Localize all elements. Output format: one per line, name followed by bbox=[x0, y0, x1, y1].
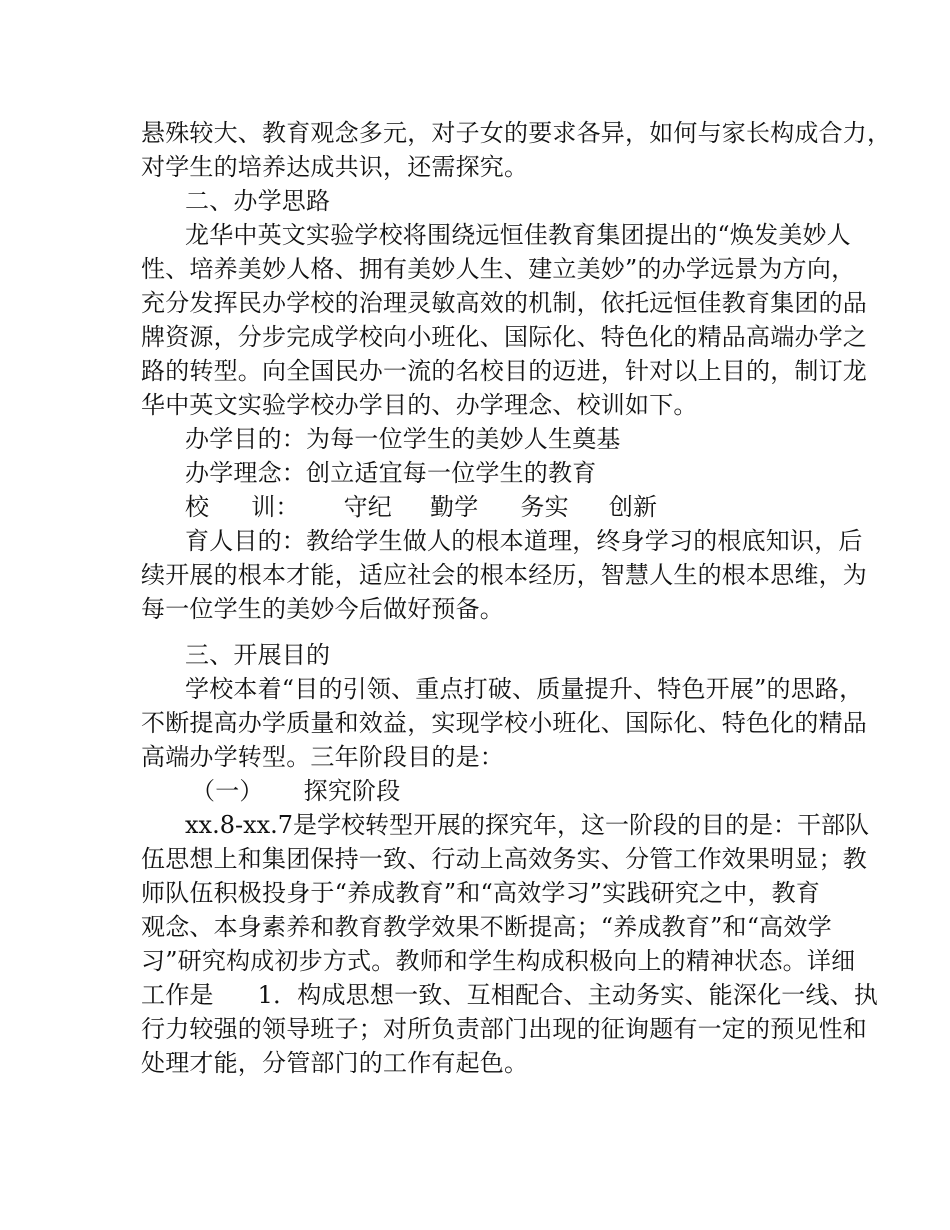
text-line: 处理才能，分管部门的工作有起色。 bbox=[141, 1049, 529, 1077]
text-line: 每一位学生的美妙今后做好预备。 bbox=[141, 595, 504, 623]
work-item: 1．构成思想一致、互相配合、主动务实、能深化一线、执 bbox=[257, 981, 879, 1009]
stage-number: （一） bbox=[191, 777, 264, 805]
text-line: 华中英文实验学校办学目的、办学理念、校训如下。 bbox=[141, 391, 698, 419]
motto-item: 勤学 bbox=[430, 493, 479, 521]
text-line: 不断提高办学质量和效益，实现学校小班化、国际化、特色化的精品 bbox=[141, 709, 867, 737]
text-line: 路的转型。向全国民办一流的名校目的迈进，针对以上目的，制订龙 bbox=[141, 357, 867, 385]
text-line: 续开展的根本才能，适应社会的根本经历，智慧人生的根本思维，为 bbox=[141, 561, 867, 589]
stage-title: 探究阶段 bbox=[303, 777, 401, 805]
text-line: 对学生的培养达成共识，还需探究。 bbox=[141, 153, 529, 181]
text-line: 行力较强的领导班子；对所负责部门出现的征询题有一定的预见性和 bbox=[141, 1015, 867, 1043]
text-line: 育人目的：教给学生做人的根本道理，终身学习的根底知识，后 bbox=[185, 527, 863, 555]
text-line: xx.8-xx.7是学校转型开展的探究年，这一阶段的目的是：干部队 bbox=[185, 811, 870, 839]
section-heading: 三、开展目的 bbox=[185, 641, 331, 669]
motto-item: 守纪 bbox=[343, 493, 393, 521]
motto-item: 务实 bbox=[520, 493, 569, 521]
stage-heading bbox=[191, 774, 400, 808]
text-line: 习”研究构成初步方式。教师和学生构成积极向上的精神状态。详细 bbox=[141, 947, 856, 975]
text-line: 高端办学转型。三年阶段目的是： bbox=[141, 743, 504, 771]
text-line: 性、培养美妙人格、拥有美妙人生、建立美妙”的办学远景为方向， bbox=[141, 255, 856, 283]
text-line: 学校本着“目的引领、重点打破、质量提升、特色开展”的思路， bbox=[185, 675, 864, 703]
school-philosophy: 办学理念：创立适宜每一位学生的教育 bbox=[185, 459, 597, 487]
motto-label-rest: 训： bbox=[251, 493, 300, 521]
text-line: 龙华中英文实验学校将围绕远恒佳教育集团提出的“焕发美妙人 bbox=[185, 221, 851, 249]
motto-item: 创新 bbox=[608, 493, 658, 521]
text-line: 牌资源，分步完成学校向小班化、国际化、特色化的精品高端办学之 bbox=[141, 323, 867, 351]
school-motto bbox=[185, 490, 657, 524]
motto-label-char: 校 bbox=[185, 493, 210, 521]
text-line: 伍思想上和集团保持一致、行动上高效务实、分管工作效果明显；教 bbox=[141, 845, 867, 873]
work-line bbox=[141, 978, 878, 1012]
section-heading: 二、办学思路 bbox=[185, 187, 331, 215]
text-line: 悬殊较大、教育观念多元，对子女的要求各异，如何与家长构成合力， bbox=[141, 119, 892, 147]
work-prefix: 工作是 bbox=[141, 981, 214, 1009]
text-line: 观念、本身素养和教育教学效果不断提高；“养成教育”和“高效学 bbox=[141, 913, 832, 941]
school-goal: 办学目的：为每一位学生的美妙人生奠基 bbox=[185, 425, 621, 453]
text-line: 充分发挥民办学校的治理灵敏高效的机制，依托远恒佳教育集团的品 bbox=[141, 289, 867, 317]
text-line: 师队伍积极投身于“养成教育”和“高效学习”实践研究之中，教育 bbox=[141, 879, 821, 907]
